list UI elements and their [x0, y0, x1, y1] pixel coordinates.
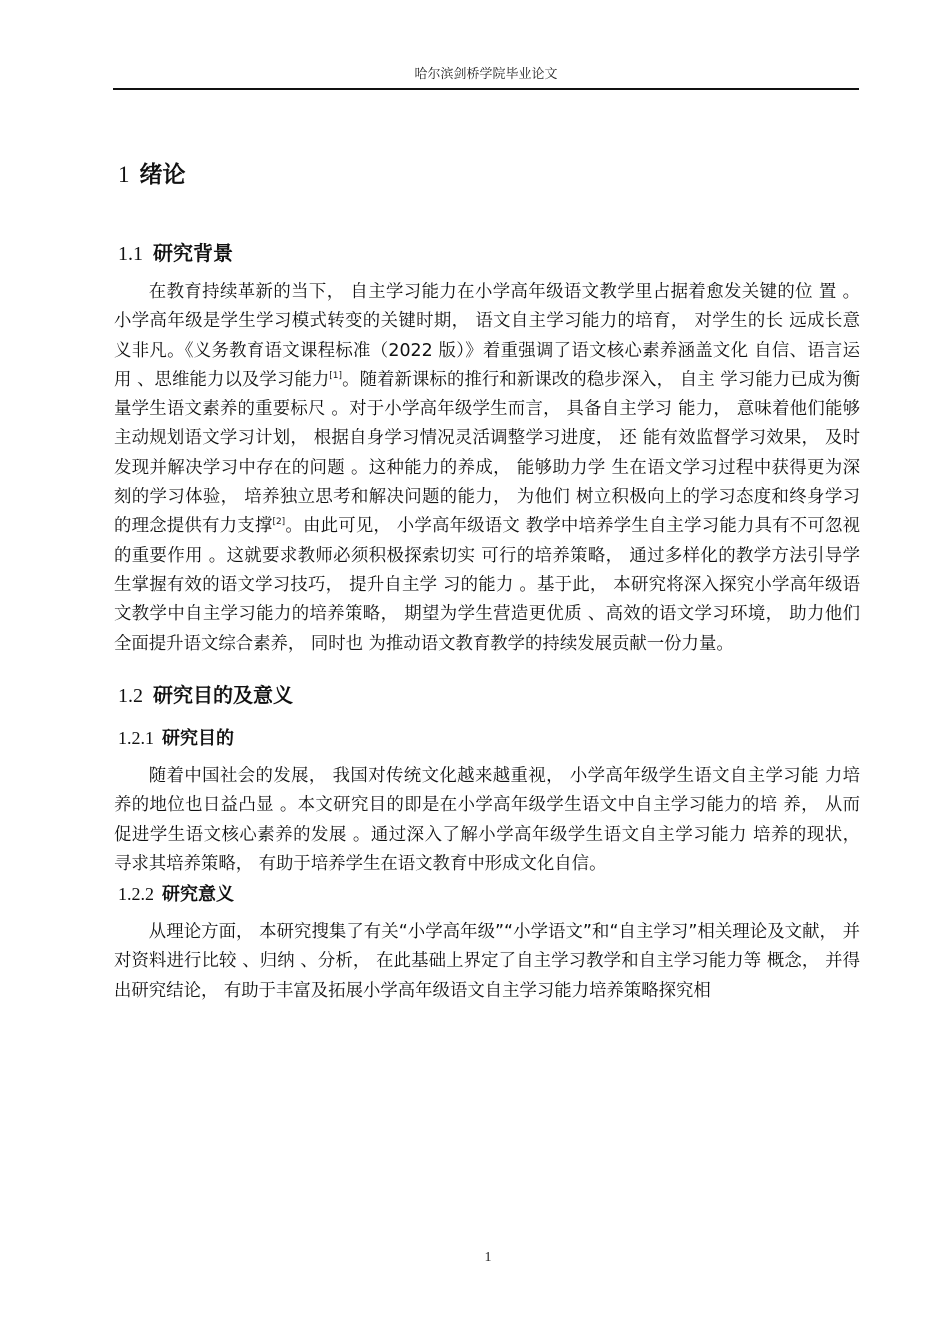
subsection-number: 1.2.1 [118, 728, 154, 748]
section-number: 1.1 [118, 243, 143, 265]
subsection-heading-1-2-2 [118, 880, 234, 909]
section-title: 研究目的及意义 [153, 683, 293, 707]
section-heading-1-2 [118, 680, 293, 711]
citation-1: [1] [329, 371, 343, 382]
subsection-title: 研究目的 [162, 728, 234, 749]
chapter-number: 1 [118, 162, 130, 187]
background-paragraph [114, 278, 860, 659]
background-text-b: 。随着新课标的推行和新课改的稳步深入， 自主 学习能力已成为衡量学生语文素养的重要标尺 。对于小学高年级学生而言， 具备自主学习 能力， 意味着他们能够主动规划语文学习计划， 根据自身学习情况灵活调整学习进度， 还 能有效监督学习效果， 及时发现并解决学习中存在的问题 。这种能力的养成， 能够助力学 生在语文学习过程中获得更为深刻的学习体验， 培养独立思考和解决问题的能力， 为他们 树立积极向上的学习态度和终身学习的理念提供有力支撑 [114, 369, 860, 537]
page-number: 1 [484, 1250, 492, 1265]
running-header: 哈尔滨剑桥学院毕业论文 [414, 67, 558, 82]
significance-paragraph: 从理论方面， 本研究搜集了有关“小学高年级”“小学语文”和“自主学习”相关理论及文献， 并对资料进行比较 、归纳 、分析， 在此基础上界定了自主学习教学和自主学习能力等 概念， 并得出研究结论， 有助于丰富及拓展小学高年级语文自主学习能力培养策略探究相 [114, 922, 860, 1001]
section-title: 研究背景 [153, 241, 233, 265]
background-text-a: 在教育持续革新的当下， 自主学习能力在小学高年级语文教学里占据着愈发关键的位 置 。小学高年级是学生学习模式转变的关键时期， 语文自主学习能力的培育， 对学生的长 远成长意义非凡。《义务教育语文课程标准（2022 版）》着重强调了语文核心素养涵盖文化 自信、语言运用 、思维能力以及学习能力 [114, 282, 860, 390]
chapter-title: 绪论 [139, 162, 186, 188]
background-text-c: 。由此可见， 小学高年级语文 教学中培养学生自主学习能力具有不可忽视的重要作用 。这就要求教师必须积极探索切实 可行的培养策略， 通过多样化的教学方法引导学生掌握有效的语文学习技巧， 提升自主学 习的能力 。基于此， 本研究将深入探究小学高年级语文教学中自主学习能力的培养策略， 期望为学生营造更优质 、高效的语文学习环境， 助力他们全面提升语文综合素养， 同时也 为推动语文教育教学的持续发展贡献一份力量。 [114, 516, 860, 654]
section-heading-1-1 [118, 238, 233, 269]
header-rule [113, 88, 859, 90]
subsection-number: 1.2.2 [118, 884, 154, 904]
purpose-paragraph: 随着中国社会的发展， 我国对传统文化越来越重视， 小学高年级学生语文自主学习能 力培养的地位也日益凸显 。本文研究目的即是在小学高年级学生语文中自主学习能力的培 养， 从而促进学生语文核心素养的发展 。通过深入了解小学高年级学生语文自主学习能力 培养的现状， 寻求其培养策略， 有助于培养学生在语文教育中形成文化自信。 [114, 766, 860, 874]
subsection-heading-1-2-1 [118, 724, 234, 753]
section-number: 1.2 [118, 685, 143, 707]
citation-2: [2] [272, 517, 286, 528]
chapter-heading [118, 158, 186, 192]
subsection-title: 研究意义 [162, 884, 234, 905]
